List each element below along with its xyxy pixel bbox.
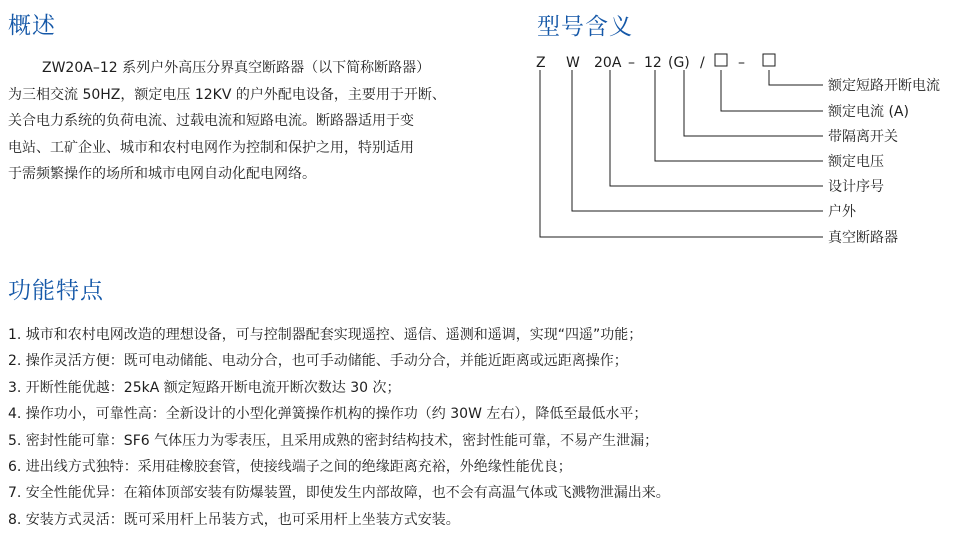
label-with-isolating-switch: 带隔离开关 xyxy=(828,129,898,145)
overview-line: 为三相交流 50HZ，额定电压 12KV 的户外配电设备，主要用于开断、 xyxy=(8,86,446,103)
label-design-serial-number: 设计序号 xyxy=(828,179,884,195)
feature-item: 6. 进出线方式独特：采用硅橡胶套管，使接线端子之间的绝缘距离充裕，外绝缘性能优良； xyxy=(8,458,572,475)
leader-line xyxy=(769,70,823,85)
label-outdoor: 户外 xyxy=(828,204,856,220)
leader-line xyxy=(540,70,823,237)
code-g: (G) xyxy=(668,55,690,71)
code-slash: / xyxy=(700,55,705,71)
feature-item: 4. 操作功小，可靠性高：全新设计的小型化弹簧操作机构的操作功（约 30W 左右），降低至最低水平； xyxy=(8,406,648,423)
leader-line xyxy=(610,70,823,186)
code-w: W xyxy=(566,55,580,71)
code-20a: 20A xyxy=(594,55,622,71)
model-heading: 型号含义 xyxy=(537,14,633,40)
feature-item: 5. 密封性能可靠：SF6 气体压力为零表压，且采用成熟的密封结构技术，密封性能可靠，不易产生泄漏； xyxy=(8,432,659,449)
code-z: Z xyxy=(536,55,546,71)
overview-line: 于需频繁操作的场所和城市电网自动化配电网络。 xyxy=(8,166,316,182)
feature-item: 8. 安装方式灵活：既可采用杆上吊装方式，也可采用杆上坐装方式安装。 xyxy=(8,511,460,528)
code-box-current xyxy=(715,54,727,66)
feature-item: 3. 开断性能优越：25kA 额定短路开断电流开断次数达 30 次； xyxy=(8,379,401,396)
label-rated-current: 额定电流 (A) xyxy=(828,104,909,120)
overview-line: 电站、工矿企业、城市和农村电网作为控制和保护之用，特别适用 xyxy=(8,139,414,156)
overview-heading: 概述 xyxy=(8,13,56,39)
overview-line: ZW20A–12 系列户外高压分界真空断路器（以下简称断路器） xyxy=(42,60,431,76)
code-box-breaking xyxy=(763,54,775,66)
label-vacuum-circuit-breaker: 真空断路器 xyxy=(828,230,898,246)
code-dash-2: – xyxy=(738,55,745,71)
feature-item: 1. 城市和农村电网改造的理想设备，可与控制器配套实现遥控、遥信、遥测和遥调，实现“四遥”功能； xyxy=(8,327,643,343)
model-designation-diagram xyxy=(0,0,968,260)
leader-line xyxy=(721,70,823,111)
feature-item: 7. 安全性能优异：在箱体顶部安装有防爆装置，即使发生内部故障，也不会有高温气体或飞溅物泄漏出来。 xyxy=(8,485,670,502)
code-dash: – xyxy=(628,55,635,71)
features-list xyxy=(8,322,670,533)
label-rated-voltage: 额定电压 xyxy=(828,154,884,170)
overview-line: 关合电力系统的负荷电流、过载电流和短路电流。断路器适用于变 xyxy=(8,113,414,129)
leader-line xyxy=(684,70,823,136)
label-rated-short-circuit-breaking-current: 额定短路开断电流 xyxy=(828,78,940,94)
features-heading: 功能特点 xyxy=(8,278,104,304)
code-12: 12 xyxy=(644,55,662,71)
feature-item: 2. 操作灵活方便：既可电动储能、电动分合，也可手动储能、手动分合，并能近距离或远距离操作； xyxy=(8,353,628,370)
leader-line xyxy=(655,70,823,161)
